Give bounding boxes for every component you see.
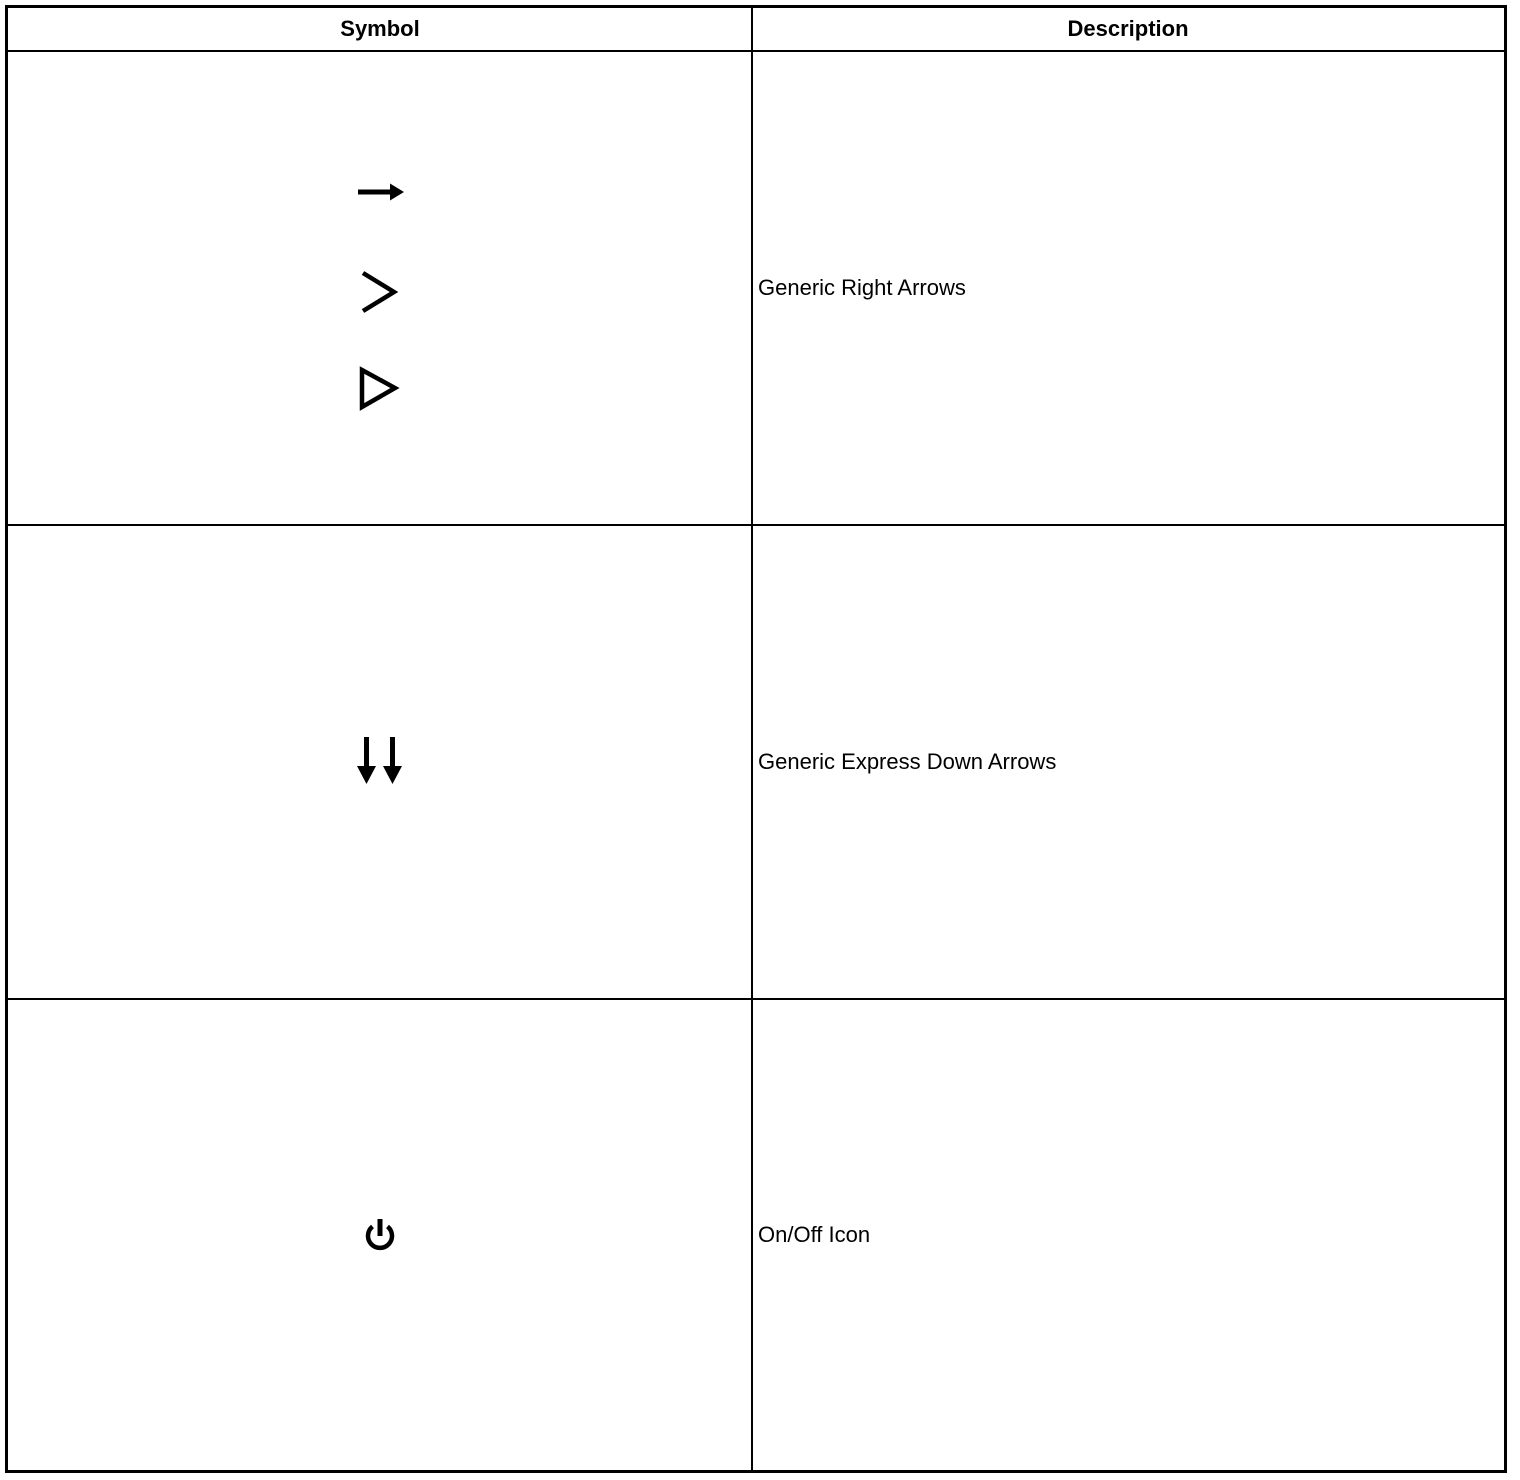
outline-triangle-right-icon bbox=[358, 367, 400, 411]
symbol-cell bbox=[8, 526, 751, 998]
description-cell bbox=[758, 1000, 1498, 1470]
table-row bbox=[8, 526, 1504, 1000]
description-text: On/Off Icon bbox=[758, 1222, 871, 1247]
symbol-column-header: Symbol bbox=[340, 16, 420, 41]
table-header-row bbox=[8, 8, 1504, 52]
description-cell bbox=[758, 52, 1498, 524]
table-row bbox=[8, 52, 1504, 526]
solid-right-arrow-icon bbox=[358, 180, 408, 204]
symbol-cell bbox=[8, 52, 751, 524]
symbol-table bbox=[5, 5, 1507, 1473]
symbol-cell bbox=[8, 1000, 751, 1470]
description-cell bbox=[758, 526, 1498, 998]
power-icon bbox=[362, 1216, 398, 1256]
description-column-header: Description bbox=[1067, 16, 1189, 41]
chevron-right-icon bbox=[358, 270, 400, 314]
description-text: Generic Express Down Arrows bbox=[758, 749, 1057, 774]
express-down-arrows-icon bbox=[356, 737, 406, 785]
description-text: Generic Right Arrows bbox=[758, 275, 966, 300]
table-row bbox=[8, 1000, 1504, 1470]
